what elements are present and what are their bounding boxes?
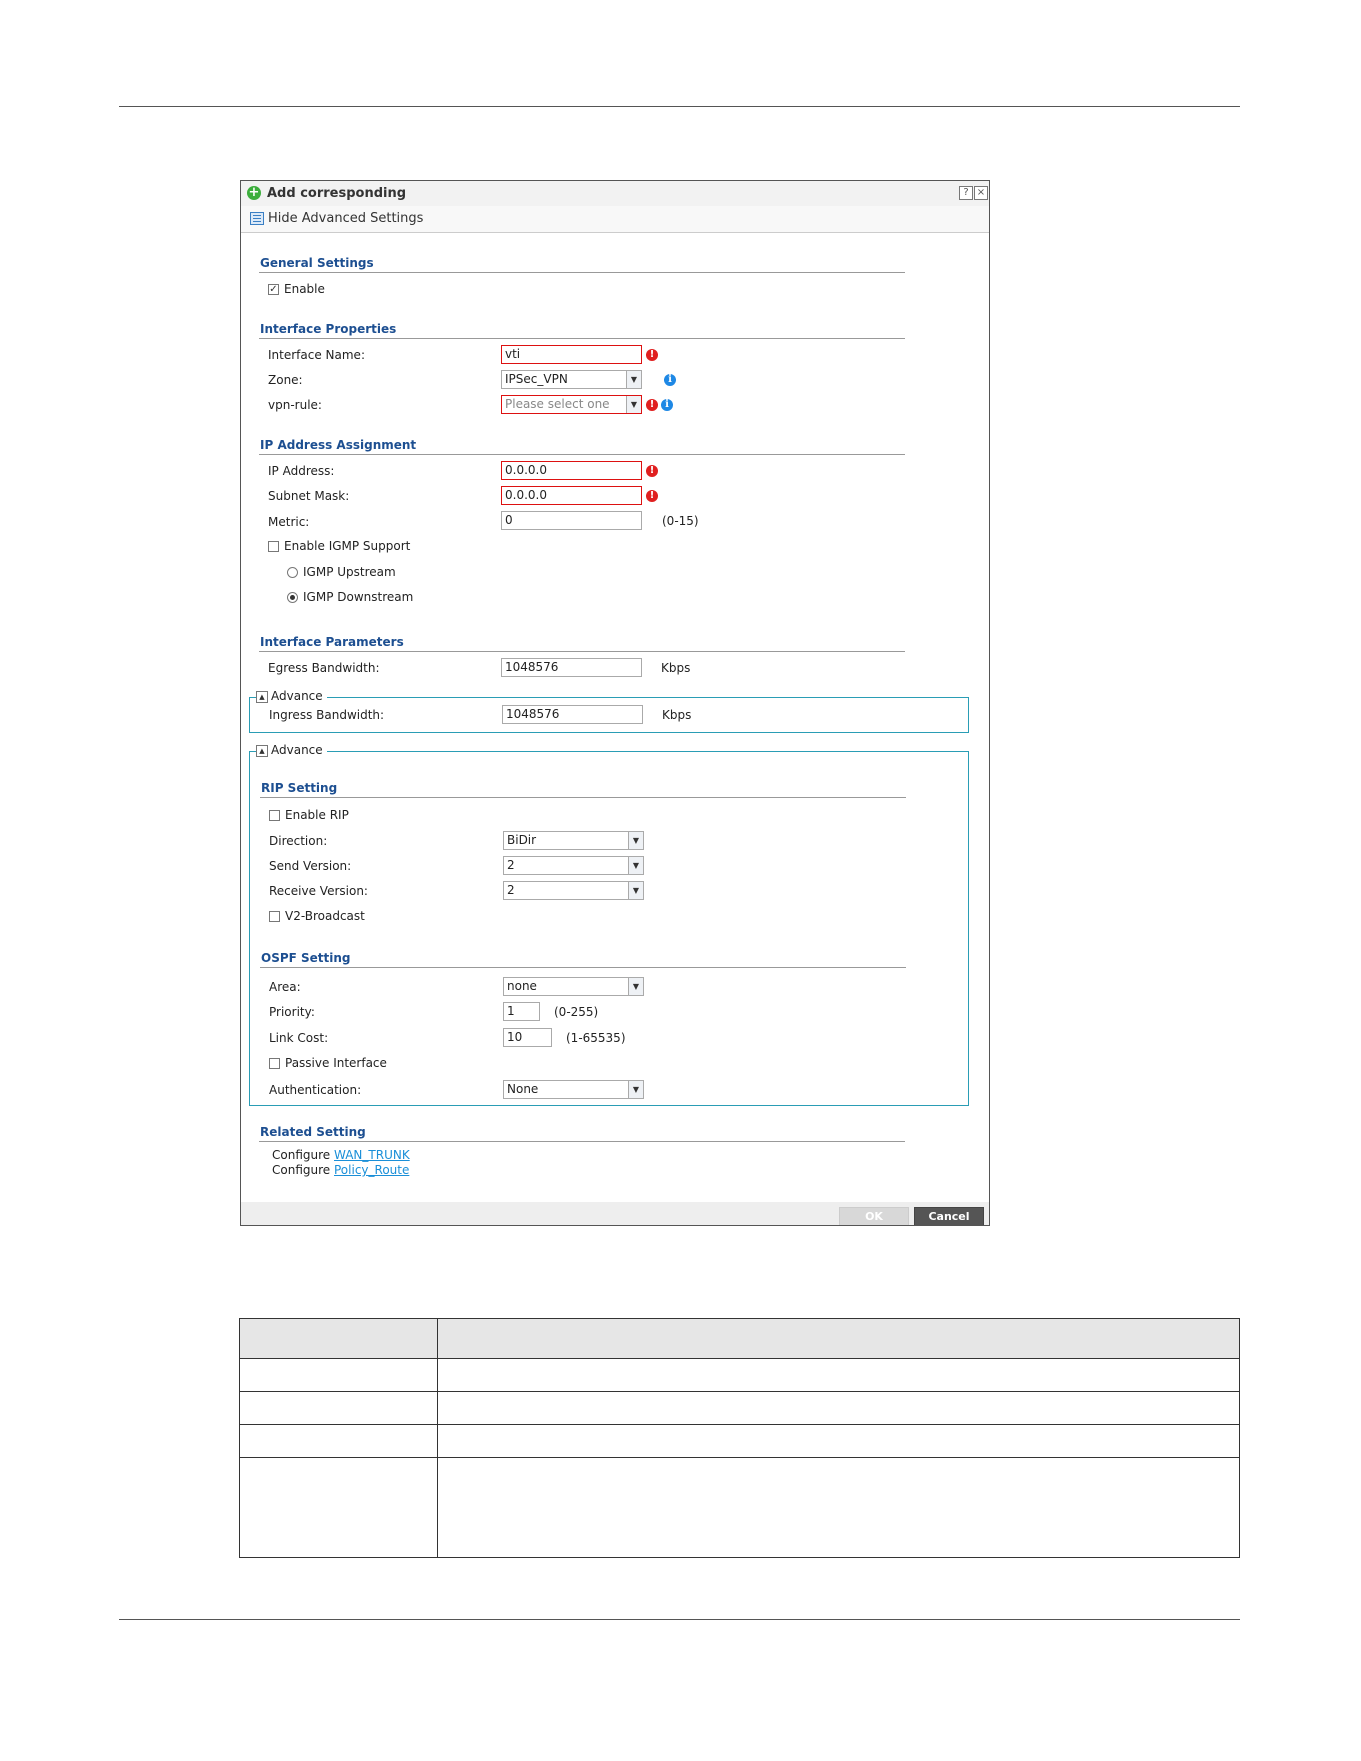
ip-address-assignment-title: IP Address Assignment <box>260 438 417 452</box>
info-icon[interactable]: i <box>661 399 673 411</box>
v2-broadcast-label: V2-Broadcast <box>285 909 365 923</box>
subnet-mask-input[interactable]: 0.0.0.0 <box>501 486 642 505</box>
interface-name-input[interactable]: vti <box>501 345 642 364</box>
description-table <box>239 1318 1240 1558</box>
link-cost-range: (1-65535) <box>566 1031 626 1045</box>
related-setting-title: Related Setting <box>260 1125 366 1139</box>
table-cell <box>240 1458 438 1558</box>
area-label: Area: <box>269 980 301 994</box>
vpn-rule-select[interactable] <box>501 395 642 414</box>
bandwidth-advance-box <box>249 689 969 733</box>
rip-setting-title: RIP Setting <box>261 781 338 795</box>
general-settings-title: General Settings <box>260 256 374 270</box>
zone-label: Zone: <box>268 373 303 387</box>
metric-label: Metric: <box>268 515 310 529</box>
receive-version-label: Receive Version: <box>269 884 368 898</box>
egress-unit: Kbps <box>661 661 691 675</box>
priority-label: Priority: <box>269 1005 315 1019</box>
egress-bandwidth-input[interactable]: 1048576 <box>501 658 642 677</box>
collapse-icon: ▲ <box>256 691 268 703</box>
receive-version-value: 2 <box>507 883 515 897</box>
add-corresponding-dialog <box>240 180 990 1226</box>
section-divider <box>260 967 906 968</box>
igmp-support-checkbox[interactable] <box>268 541 279 552</box>
table-cell <box>438 1392 1240 1425</box>
interface-name-label: Interface Name: <box>268 348 365 362</box>
enable-rip-checkbox[interactable] <box>269 810 280 821</box>
authentication-label: Authentication: <box>269 1083 362 1097</box>
send-version-select[interactable] <box>503 856 644 875</box>
vpn-rule-placeholder: Please select one <box>505 397 610 411</box>
section-divider <box>260 797 906 798</box>
direction-value: BiDir <box>507 833 537 847</box>
routing-advance-box <box>249 743 969 1106</box>
bandwidth-advance-toggle[interactable] <box>256 689 327 703</box>
egress-bandwidth-label: Egress Bandwidth: <box>268 661 380 675</box>
interface-properties-title: Interface Properties <box>260 322 397 336</box>
header-rule <box>119 106 1240 107</box>
priority-input[interactable]: 1 <box>503 1002 540 1021</box>
close-icon[interactable]: × <box>974 186 988 200</box>
dialog-footer <box>241 1202 989 1226</box>
table-cell <box>240 1425 438 1458</box>
configure-label: Configure <box>272 1148 331 1162</box>
interface-parameters-title: Interface Parameters <box>260 635 404 649</box>
table-row <box>240 1458 1240 1558</box>
ip-address-input[interactable]: 0.0.0.0 <box>501 461 642 480</box>
routing-advance-toggle[interactable] <box>256 743 327 757</box>
error-icon: ! <box>646 349 658 361</box>
vpn-rule-label: vpn-rule: <box>268 398 322 412</box>
link-cost-label: Link Cost: <box>269 1031 329 1045</box>
configure-label: Configure <box>272 1163 331 1177</box>
igmp-upstream-radio[interactable] <box>287 567 298 578</box>
add-icon: + <box>248 185 260 200</box>
help-icon[interactable]: ? <box>959 186 973 200</box>
table-cell <box>240 1359 438 1392</box>
advance-label: Advance <box>271 689 323 703</box>
authentication-value: None <box>507 1082 539 1096</box>
table-cell <box>438 1425 1240 1458</box>
subnet-mask-label: Subnet Mask: <box>268 489 350 503</box>
error-icon: ! <box>646 465 658 477</box>
enable-label: Enable <box>284 282 325 296</box>
info-icon[interactable]: i <box>664 374 676 386</box>
table-cell <box>438 1458 1240 1558</box>
send-version-value: 2 <box>507 858 515 872</box>
list-icon <box>250 212 264 225</box>
dialog-titlebar <box>241 181 989 206</box>
chevron-down-icon: ▼ <box>628 978 643 995</box>
policy-route-link[interactable]: Policy_Route <box>334 1163 410 1177</box>
enable-rip-label: Enable RIP <box>285 808 349 822</box>
collapse-icon: ▲ <box>256 745 268 757</box>
chevron-down-icon: ▼ <box>628 857 643 874</box>
igmp-downstream-label: IGMP Downstream <box>303 590 414 604</box>
section-divider <box>259 1141 905 1142</box>
direction-select[interactable] <box>503 831 644 850</box>
igmp-upstream-label: IGMP Upstream <box>303 565 396 579</box>
configure-wan-row <box>272 1148 410 1162</box>
v2-broadcast-checkbox[interactable] <box>269 911 280 922</box>
error-icon: ! <box>646 399 658 411</box>
chevron-down-icon: ▼ <box>628 882 643 899</box>
section-divider <box>259 651 905 652</box>
ip-address-label: IP Address: <box>268 464 335 478</box>
dialog-title: Add corresponding <box>267 186 407 201</box>
table-row <box>240 1392 1240 1425</box>
wan-trunk-link[interactable]: WAN_TRUNK <box>334 1148 410 1162</box>
ospf-setting-title: OSPF Setting <box>261 951 351 965</box>
table-header-cell <box>438 1319 1240 1359</box>
metric-range: (0-15) <box>662 514 699 528</box>
section-divider <box>259 454 905 455</box>
passive-interface-label: Passive Interface <box>285 1056 387 1070</box>
section-divider <box>259 338 905 339</box>
hide-advanced-settings-link[interactable]: Hide Advanced Settings <box>268 211 424 226</box>
error-icon: ! <box>646 490 658 502</box>
link-cost-input[interactable]: 10 <box>503 1028 552 1047</box>
advanced-toggle-bar <box>241 206 989 233</box>
zone-value: IPSec_VPN <box>505 372 568 386</box>
chevron-down-icon: ▼ <box>626 371 641 388</box>
send-version-label: Send Version: <box>269 859 352 873</box>
ingress-bandwidth-label: Ingress Bandwidth: <box>269 708 385 722</box>
ingress-bandwidth-input[interactable]: 1048576 <box>502 705 643 724</box>
table-cell <box>438 1359 1240 1392</box>
receive-version-select[interactable] <box>503 881 644 900</box>
direction-label: Direction: <box>269 834 328 848</box>
table-cell <box>240 1392 438 1425</box>
ingress-unit: Kbps <box>662 708 692 722</box>
authentication-select[interactable] <box>503 1080 644 1099</box>
chevron-down-icon: ▼ <box>628 832 643 849</box>
enable-checkbox[interactable]: ✓ <box>269 284 278 295</box>
footer-rule <box>119 1619 1240 1620</box>
chevron-down-icon: ▼ <box>626 396 641 413</box>
table-header-cell <box>240 1319 438 1359</box>
table-row <box>240 1359 1240 1392</box>
cancel-button[interactable]: Cancel <box>914 1207 984 1226</box>
zone-select[interactable] <box>501 370 642 389</box>
table-header-row <box>240 1319 1240 1359</box>
ok-button[interactable]: OK <box>839 1207 909 1226</box>
metric-input[interactable]: 0 <box>501 511 642 530</box>
configure-policy-row <box>272 1163 409 1177</box>
igmp-support-label: Enable IGMP Support <box>284 539 411 553</box>
table-row <box>240 1425 1240 1458</box>
passive-interface-checkbox[interactable] <box>269 1058 280 1069</box>
priority-range: (0-255) <box>554 1005 599 1019</box>
advance-label: Advance <box>271 743 323 757</box>
chevron-down-icon: ▼ <box>628 1081 643 1098</box>
section-divider <box>259 272 905 273</box>
area-select[interactable] <box>503 977 644 996</box>
area-value: none <box>507 979 537 993</box>
igmp-downstream-radio[interactable] <box>287 592 298 603</box>
